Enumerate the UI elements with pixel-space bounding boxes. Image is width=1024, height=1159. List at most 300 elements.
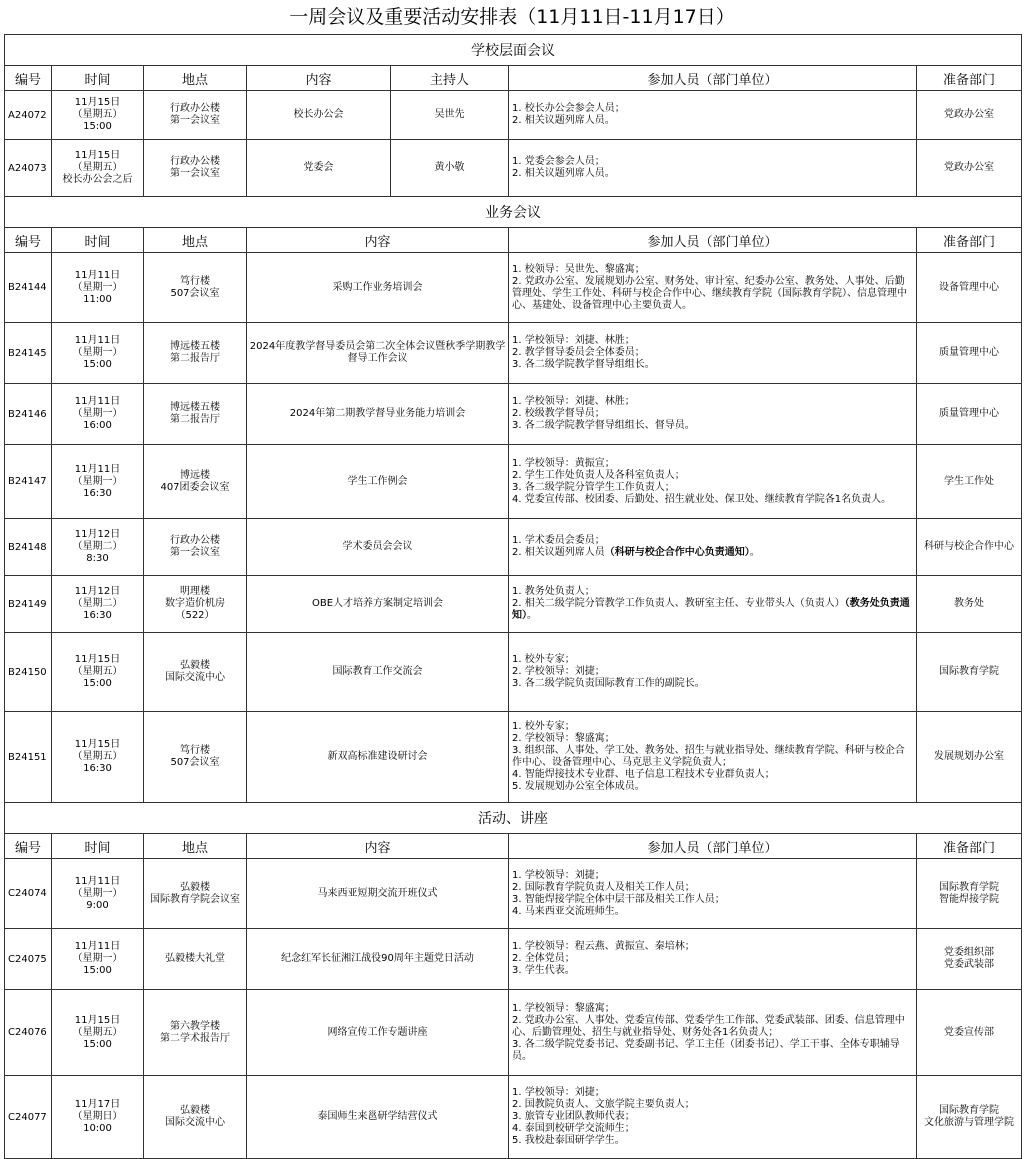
cell-line: 507会议室 [170,757,220,768]
cell-line: 第一会议室 [170,115,220,126]
attendee-text: 1. 学校领导：黄振宣； [512,457,615,469]
table-row [5,1076,1022,1159]
attendee-line [512,494,914,506]
attendee-text: 3. 各二级学院分管学生工作负责人； [512,481,675,493]
cell-line: 第一会议室 [170,168,220,179]
cell-line: 行政办公楼 [170,103,220,114]
row-time [52,445,144,519]
row-content: 党委会 [247,140,391,197]
attendee-line [512,276,914,312]
attendee-text: 1. 学术委员会委员； [512,535,605,546]
attendee-text: 2. 校级教学督导员； [512,408,605,419]
column-header-dept: 准备部门 [917,66,1022,91]
attendee-line [512,420,914,432]
cell-line: 行政办公楼 [170,535,220,546]
attendee-end: 。 [527,610,537,621]
attendee-text: 1. 学校领导：刘捷、林胜； [512,335,635,346]
row-attendees [509,990,917,1076]
row-content: OBE人才培养方案制定培训会 [247,576,509,633]
cell-line: 11月15日 [74,97,121,108]
row-place [144,576,247,633]
row-dept [917,633,1022,712]
cell-line: 第二报告厅 [170,353,220,364]
cell-line: 11月17日 [74,1099,121,1110]
cell-line: 11月12日 [74,586,121,597]
attendee-line [512,666,914,678]
row-place [144,1076,247,1159]
cell-line: （522） [175,610,215,621]
attendee-end: 。 [749,547,760,558]
row-attendees [509,633,917,712]
row-id: C24074 [5,859,52,929]
row-id: C24077 [5,1076,52,1159]
column-header-content: 内容 [247,66,391,91]
cell-line: （星期五） [72,666,123,677]
attendee-line [512,347,914,359]
row-place [144,929,247,990]
attendee-line [512,598,914,622]
row-content: 网络宣传工作专题讲座 [247,990,509,1076]
attendee-line [512,1135,914,1147]
table-row [5,519,1022,576]
row-attendees [509,712,917,803]
cell-line: 16:30 [83,610,112,621]
row-place [144,712,247,803]
column-header-place: 地点 [144,228,247,253]
cell-line: 国际交流中心 [165,672,225,683]
attendee-line [512,769,914,781]
row-dept [917,990,1022,1076]
attendee-text: 4. 马来西亚交流班师生。 [512,905,625,917]
row-place [144,253,247,323]
section-title: 业务会议 [5,197,1022,228]
attendee-text: 2. 全体党员； [512,953,575,964]
attendee-text: 3. 学生代表。 [512,965,575,976]
cell-line: 15:00 [83,1038,112,1050]
attendee-line [512,103,914,115]
attendee-text: 1. 学校领导：程云燕、黄振宣、秦培林； [512,941,695,952]
row-place [144,140,247,197]
row-content: 新双高标准建设研讨会 [247,712,509,803]
attendee-text: 1. 校领导：吴世先、黎盛寓； [512,263,645,275]
cell-line: 第一会议室 [170,547,220,558]
row-id: B24145 [5,323,52,384]
column-header-id: 编号 [5,834,52,859]
attendee-text: 3. 各二级学院党委书记、党委副书记、学工主任（团委书记）、学工干事、全体专职辅导员。 [512,1038,900,1062]
attendee-text: 2. 学校领导：黎盛寓； [512,733,615,744]
attendee-line [512,721,914,733]
cell-line: 11月12日 [74,529,121,540]
column-header-time: 时间 [52,228,144,253]
column-header-time: 时间 [52,834,144,859]
cell-line: 11月11日 [74,335,121,346]
cell-line: 弘毅楼大礼堂 [165,953,225,964]
cell-line: 507会议室 [170,287,220,299]
cell-line: 16:30 [83,487,112,499]
row-host: 黄小敬 [391,140,509,197]
attendee-line [512,1099,914,1111]
cell-line: 第六教学楼 [170,1020,220,1032]
column-header-content: 内容 [247,834,509,859]
attendee-line [512,1111,914,1123]
row-time [52,576,144,633]
attendee-line [512,335,914,347]
cell-line: 文化旅游与管理学院 [924,1117,1015,1128]
cell-line: （星期二） [72,598,123,609]
cell-line: 11月11日 [74,875,121,887]
cell-line: 11月11日 [74,269,121,281]
attendee-text: 4. 党委宣传部、校团委、后勤处、招生就业处、保卫处、继续教育学院各1名负责人。 [512,493,892,505]
cell-line: 15:00 [83,678,112,689]
column-header-attendees: 参加人员（部门单位） [509,66,917,91]
attendee-text: 2. 党政办公室、人事处、党委宣传部、党委学生工作部、党委武装部、团委、信息管理中心、后勤管理处、招生与就业指导处、财务处各1名负责人； [512,1014,905,1038]
attendee-line [512,733,914,745]
column-header-content: 内容 [247,228,509,253]
attendee-line [512,906,914,918]
section-row [5,803,1022,834]
attendee-text: 2. 相关二级学院分管教学工作负责人、教研室主任、专业带头人（负责人） [512,598,845,609]
row-content: 校长办公会 [247,91,391,140]
row-content: 国际教育工作交流会 [247,633,509,712]
attendee-text: 1. 教务处负责人； [512,586,595,597]
cell-line: 11月11日 [74,941,121,952]
attendee-text: 2. 教学督导委员会全体委员； [512,347,645,358]
row-host: 吴世先 [391,91,509,140]
cell-line: 11月11日 [74,396,121,407]
table-row [5,712,1022,803]
attendee-line [512,965,914,977]
page-title: 一周会议及重要活动安排表（11月11日-11月17日） [289,6,735,28]
attendee-text: 1. 党委会参会人员； [512,156,605,167]
row-dept [917,323,1022,384]
table-row [5,990,1022,1076]
row-id: A24073 [5,140,52,197]
cell-line: 发展规划办公室 [934,751,1005,762]
attendee-text: 3. 各二级学院教学督导组组长、督导员。 [512,420,695,431]
cell-line: 国际教育学院会议室 [150,893,240,905]
header-row [5,228,1022,253]
row-id: B24151 [5,712,52,803]
table-row [5,576,1022,633]
cell-line: 国际教育学院 [939,666,1000,677]
row-dept [917,140,1022,197]
row-time [52,519,144,576]
row-time [52,859,144,929]
cell-line: 博远楼 [180,469,210,481]
cell-line: 质量管理中心 [939,347,1000,358]
cell-line: 党委组织部 [944,947,995,958]
attendee-line [512,359,914,371]
row-content: 纪念红军长征湘江战役90周年主题党日活动 [247,929,509,990]
row-id: B24149 [5,576,52,633]
column-header-id: 编号 [5,66,52,91]
row-dept [917,712,1022,803]
table-row [5,859,1022,929]
row-place [144,323,247,384]
attendee-line [512,745,914,769]
cell-line: 11月11日 [74,463,121,475]
column-header-time: 时间 [52,66,144,91]
row-attendees [509,445,917,519]
cell-line: 15:00 [83,121,112,132]
cell-line: 党委武装部 [944,959,995,970]
attendee-line [512,396,914,408]
row-content: 泰国师生来邕研学结营仪式 [247,1076,509,1159]
cell-line: （星期五） [72,109,123,120]
attendee-text: 2. 国际教育学院负责人及相关工作人员； [512,881,695,893]
cell-line: 国际教育学院 [939,1105,1000,1116]
row-attendees [509,1076,917,1159]
attendee-line [512,156,914,168]
row-id: B24148 [5,519,52,576]
row-id: C24076 [5,990,52,1076]
row-place [144,91,247,140]
cell-line: 国际交流中心 [165,1117,225,1128]
cell-line: 16:00 [83,420,112,431]
table-row [5,323,1022,384]
row-dept [917,91,1022,140]
cell-line: 16:30 [83,763,112,774]
cell-line: 教务处 [954,598,985,609]
cell-line: （星期五） [72,751,123,762]
cell-line: 科研与校企合作中心 [924,541,1015,552]
cell-line: 15:00 [83,359,112,370]
table-row [5,253,1022,323]
attendee-text: 1. 校外专家； [512,654,575,665]
cell-line: 407团委会议室 [160,481,230,493]
attendee-text: 1. 校长办公会参会人员； [512,103,625,114]
cell-line: （星期二） [72,541,123,552]
row-time [52,253,144,323]
attendee-line [512,654,914,666]
row-place [144,384,247,445]
attendee-text: 4. 泰国到校研学交流师生； [512,1123,635,1134]
row-place [144,445,247,519]
column-header-place: 地点 [144,834,247,859]
row-attendees [509,384,917,445]
cell-line: 明理楼 [180,586,210,597]
row-attendees [509,859,917,929]
attendee-text: 5. 我校赴泰国研学学生。 [512,1135,625,1146]
section-row [5,35,1022,66]
column-header-attendees: 参加人员（部门单位） [509,834,917,859]
attendee-line [512,168,914,180]
column-header-dept: 准备部门 [917,834,1022,859]
row-attendees [509,576,917,633]
cell-line: （星期一） [72,475,123,487]
row-time [52,323,144,384]
schedule-table [4,34,1022,1159]
row-place [144,990,247,1076]
row-dept [917,929,1022,990]
cell-line: （星期一） [72,347,123,358]
attendee-text: 1. 学校领导：刘捷、林胜； [512,396,635,407]
row-id: B24147 [5,445,52,519]
row-place [144,519,247,576]
table-row [5,91,1022,140]
cell-line: （星期一） [72,408,123,419]
cell-line: 10:00 [83,1123,112,1134]
row-id: B24146 [5,384,52,445]
row-time [52,91,144,140]
cell-line: 笃行楼 [180,275,210,287]
attendee-line [512,1123,914,1135]
row-time [52,712,144,803]
cell-line: （星期一） [72,281,123,293]
attendee-line [512,535,914,547]
cell-line: 党委宣传部 [944,1026,995,1038]
section-title: 活动、讲座 [5,803,1022,834]
cell-line: 弘毅楼 [180,881,210,893]
row-time [52,384,144,445]
row-content: 马来西亚短期交流开班仪式 [247,859,509,929]
row-place [144,633,247,712]
cell-line: 11月15日 [74,654,121,665]
row-attendees [509,519,917,576]
cell-line: 11:00 [83,293,112,305]
cell-line: （星期日） [72,1111,123,1122]
attendee-text: 1. 学校领导：刘捷； [512,1087,605,1098]
cell-line: 弘毅楼 [180,660,210,671]
row-content: 2024年第二期教学督导业务能力培训会 [247,384,509,445]
column-header-host: 主持人 [391,66,509,91]
attendee-line [512,470,914,482]
attendee-line [512,781,914,793]
table-row [5,633,1022,712]
row-dept [917,445,1022,519]
attendee-line [512,547,914,559]
row-dept [917,1076,1022,1159]
attendee-text: 3. 组织部、人事处、学工处、教务处、招生与就业指导处、继续教育学院、科研与校企合作中心、设备管理中心、马克思主义学院负责人； [512,745,905,768]
attendee-text: 3. 各二级学院负责国际教育工作的副院长。 [512,678,705,689]
column-header-dept: 准备部门 [917,228,1022,253]
cell-line: 9:00 [86,899,109,911]
column-header-attendees: 参加人员（部门单位） [509,228,917,253]
row-id: C24075 [5,929,52,990]
attendee-text: 2. 相关议题列席人员。 [512,115,615,126]
attendee-line [512,482,914,494]
row-attendees [509,253,917,323]
cell-line: （星期五） [72,162,123,173]
row-id: A24072 [5,91,52,140]
cell-line: 智能焊接学院 [939,893,1000,905]
section-title: 学校层面会议 [5,35,1022,66]
column-header-id: 编号 [5,228,52,253]
attendee-line [512,894,914,906]
cell-line: 11月15日 [74,1014,121,1026]
attendee-text: 3. 旅管专业团队教师代表； [512,1111,635,1122]
cell-line: 党政办公室 [944,109,995,120]
cell-line: 党政办公室 [944,162,995,173]
attendee-text: 1. 学校领导：黎盛寓； [512,1002,615,1014]
attendee-line [512,882,914,894]
cell-line: 第二报告厅 [170,414,220,425]
row-time [52,1076,144,1159]
row-content: 2024年度教学督导委员会第二次全体会议暨秋季学期教学督导工作会议 [247,323,509,384]
attendee-text: 2. 学校领导：刘捷； [512,666,605,677]
attendee-line [512,1087,914,1099]
attendee-line [512,941,914,953]
cell-line: 行政办公楼 [170,156,220,167]
row-time [52,633,144,712]
cell-line: 11月15日 [74,150,121,161]
attendee-line [512,1003,914,1015]
attendee-text: 2. 相关议题列席人员 [512,547,605,558]
column-header-place: 地点 [144,66,247,91]
cell-line: 博远楼五楼 [170,341,220,352]
cell-line: （星期一） [72,887,123,899]
attendee-text: 2. 国教院负责人、文旅学院主要负责人； [512,1099,695,1110]
row-time [52,990,144,1076]
cell-line: 8:30 [86,553,109,564]
table-row [5,140,1022,197]
attendee-text: 2. 党政办公室、发展规划办公室、财务处、审计室、纪委办公室、教务处、人事处、后勤管理处、学生工作处、科研与校企合作中心、继续教育学院（国际教育学院）、信息管理中心、基建处、设备管理中心主要负责人。 [512,275,907,311]
attendee-line [512,458,914,470]
attendee-line [512,408,914,420]
row-dept [917,384,1022,445]
row-content: 学术委员会会议 [247,519,509,576]
cell-line: 第二学术报告厅 [160,1032,230,1044]
cell-line: 博远楼五楼 [170,402,220,413]
cell-line: （星期五） [72,1026,123,1038]
attendee-text: 5. 发展规划办公室全体成员。 [512,781,645,792]
row-attendees [509,140,917,197]
cell-line: 11月15日 [74,739,121,750]
attendee-text: 2. 学生工作处负责人及各科室负责人； [512,469,685,481]
attendee-text: 3. 智能焊接学院全体中层干部及相关工作人员； [512,893,725,905]
cell-line: 学生工作处 [944,475,995,487]
header-row [5,834,1022,859]
attendee-text: 1. 校外专家； [512,721,575,732]
table-row [5,445,1022,519]
cell-line: 国际教育学院 [939,881,1000,893]
cell-line: 质量管理中心 [939,408,1000,419]
cell-line: 15:00 [83,965,112,976]
attendee-notice: （教务处负责通知） [512,598,910,621]
header-row [5,66,1022,91]
row-dept [917,253,1022,323]
cell-line: 弘毅楼 [180,1105,210,1116]
table-row [5,929,1022,990]
cell-line: 笃行楼 [180,745,210,756]
attendee-notice: （科研与校企合作中心负责通知） [604,547,750,558]
attendee-line [512,1015,914,1039]
row-attendees [509,91,917,140]
attendee-text: 1. 学校领导：刘捷； [512,869,605,881]
row-dept [917,519,1022,576]
attendee-line [512,264,914,276]
row-place [144,859,247,929]
attendee-line [512,586,914,598]
attendee-text: 4. 智能焊接技术专业群、电子信息工程技术专业群负责人； [512,769,775,780]
row-time [52,140,144,197]
row-id: B24150 [5,633,52,712]
attendee-text: 2. 相关议题列席人员。 [512,168,615,179]
row-dept [917,859,1022,929]
cell-line: 设备管理中心 [939,281,1000,293]
attendee-line [512,115,914,127]
row-attendees [509,323,917,384]
attendee-text: 3. 各二级学院教学督导组组长。 [512,359,655,370]
row-content: 学生工作例会 [247,445,509,519]
attendee-line [512,870,914,882]
row-time [52,929,144,990]
table-row [5,384,1022,445]
cell-line: （星期一） [72,953,123,964]
attendee-line [512,953,914,965]
cell-line: 数字造价机房 [165,598,225,609]
attendee-line [512,1039,914,1063]
